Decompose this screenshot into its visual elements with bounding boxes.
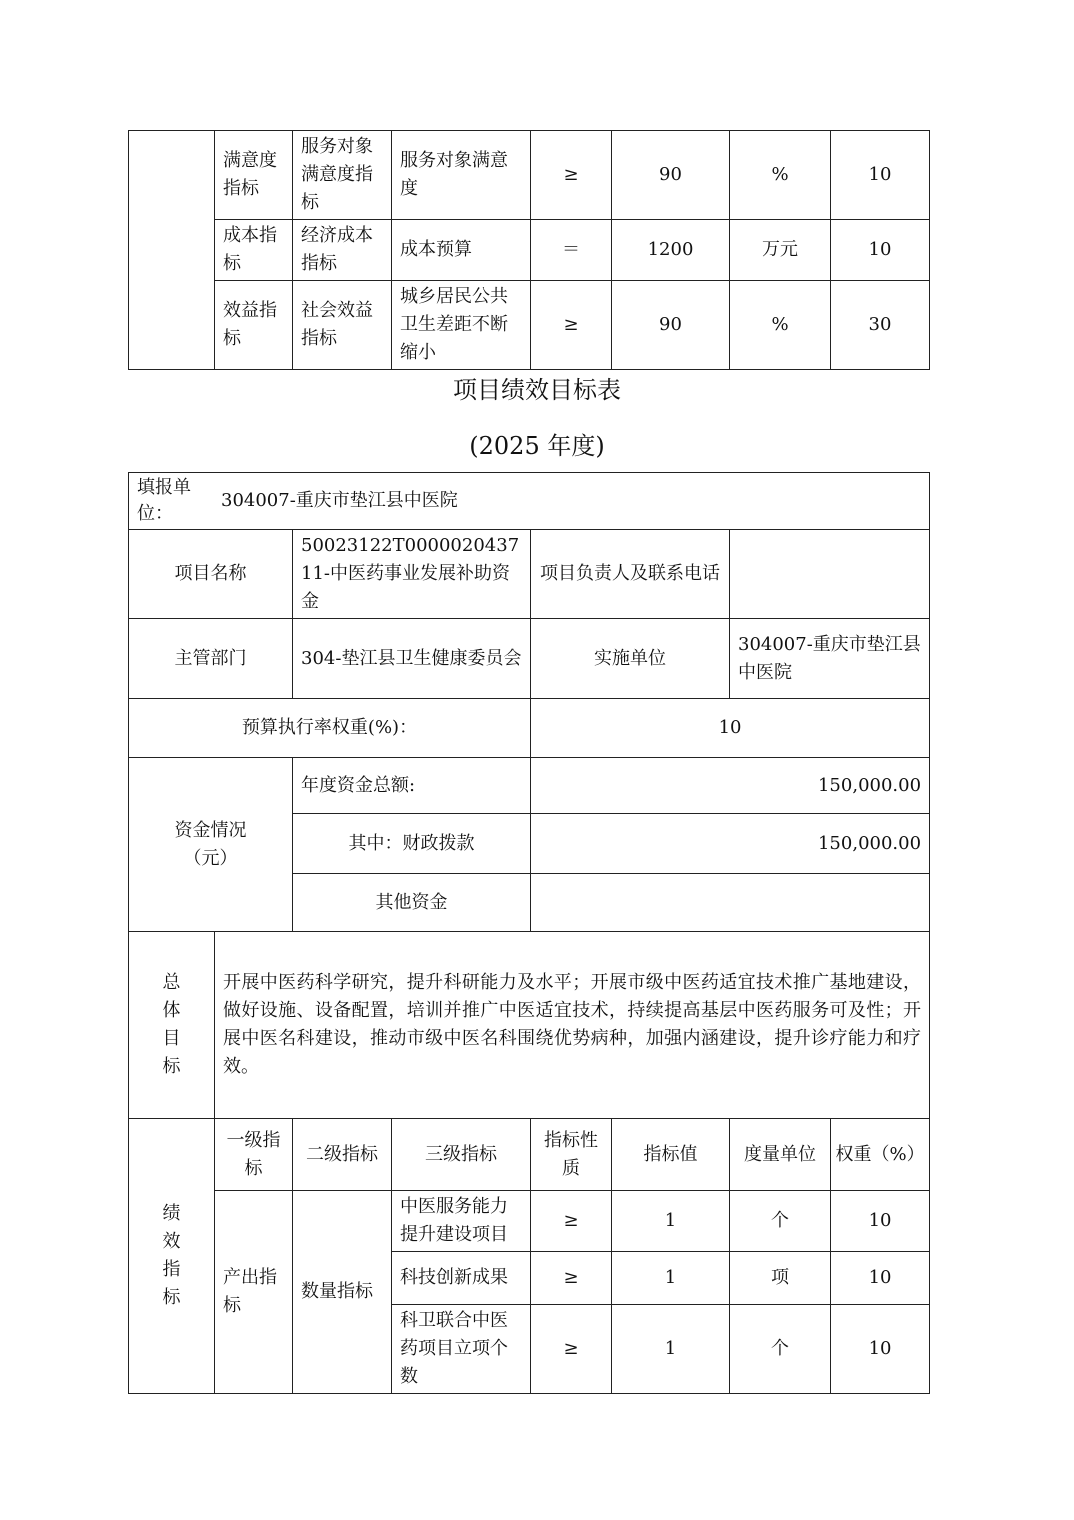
goal-text: 开展中医药科学研究，提升科研能力及水平；开展市级中医药适宜技术推广基地建设，做好设施、设备配置，培训并推广中医适宜技术，持续提高基层中医药服务可及性；开展中医名科建设，推动市级中医名科围绕优势病种，加强内涵建设，提升诊疗能力和疗效。 [215, 932, 930, 1119]
impl-value: 304007-重庆市垫江县中医院 [730, 619, 930, 699]
nature-cell: ≥ [531, 131, 612, 220]
header-level1: 一级指标 [215, 1119, 293, 1191]
level2-cell: 经济成本指标 [293, 220, 392, 281]
performance-target-table [128, 472, 930, 1394]
weight-cell: 10 [831, 1305, 930, 1394]
impl-label: 实施单位 [531, 619, 730, 699]
funds-total-label: 年度资金总额: [293, 758, 531, 814]
contact-value [730, 530, 930, 619]
header-nature: 指标性质 [531, 1119, 612, 1191]
output-level2: 数量指标 [293, 1191, 392, 1394]
continuation-table [128, 130, 930, 370]
table-row [129, 473, 930, 530]
level1-cell: 效益指标 [215, 281, 293, 370]
dept-value: 304-垫江县卫生健康委员会 [293, 619, 531, 699]
value-cell: 1200 [612, 220, 730, 281]
goal-label-text: 总体目标 [162, 972, 181, 1077]
unit-cell: 个 [730, 1305, 831, 1394]
level1-cell: 成本指标 [215, 220, 293, 281]
table-row [129, 131, 930, 220]
nature-cell: ≥ [531, 1252, 612, 1305]
table-row [129, 699, 930, 758]
table-row [129, 220, 930, 281]
filing-unit-label: 填报单位： [137, 477, 191, 524]
header-value: 指标值 [612, 1119, 730, 1191]
nature-cell: ＝ [531, 220, 612, 281]
table-row [129, 619, 930, 699]
funds-label [129, 758, 293, 932]
unit-cell: 个 [730, 1191, 831, 1252]
weight-cell: 10 [831, 1252, 930, 1305]
nature-cell: ≥ [531, 281, 612, 370]
table-row [129, 758, 930, 814]
blank-cell [129, 131, 215, 370]
filing-unit-cell [129, 473, 930, 530]
output-level1: 产出指标 [215, 1191, 293, 1394]
table-row [129, 1119, 930, 1191]
goal-label [129, 932, 215, 1119]
header-weight: 权重（%） [831, 1119, 930, 1191]
level2-cell: 服务对象满意度指标 [293, 131, 392, 220]
contact-label: 项目负责人及联系电话 [531, 530, 730, 619]
value-cell: 90 [612, 131, 730, 220]
value-cell: 90 [612, 281, 730, 370]
funds-other-label: 其他资金 [293, 874, 531, 932]
page-title: 项目绩效目标表 [453, 376, 621, 404]
budget-rate-value: 10 [531, 699, 930, 758]
unit-cell: 项 [730, 1252, 831, 1305]
level3-cell: 科技创新成果 [392, 1252, 531, 1305]
header-level3: 三级指标 [392, 1119, 531, 1191]
level1-cell: 满意度指标 [215, 131, 293, 220]
header-level2: 二级指标 [293, 1119, 392, 1191]
dept-label: 主管部门 [129, 619, 293, 699]
filing-unit-value: 304007-重庆市垫江县中医院 [221, 490, 458, 511]
funds-other-value [531, 874, 930, 932]
nature-cell: ≥ [531, 1191, 612, 1252]
weight-cell: 10 [831, 220, 930, 281]
header-unit: 度量单位 [730, 1119, 831, 1191]
table-row [129, 1191, 930, 1252]
unit-cell: % [730, 281, 831, 370]
funds-fiscal-value: 150,000.00 [531, 814, 930, 874]
level3-cell: 科卫联合中医药项目立项个数 [392, 1305, 531, 1394]
table-row [129, 932, 930, 1119]
weight-cell: 10 [831, 131, 930, 220]
funds-total-value: 150,000.00 [531, 758, 930, 814]
value-cell: 1 [612, 1305, 730, 1394]
table-row [129, 281, 930, 370]
funds-fiscal-label: 其中：财政拨款 [293, 814, 531, 874]
budget-rate-label: 预算执行率权重(%)： [129, 699, 531, 758]
weight-cell: 30 [831, 281, 930, 370]
value-cell: 1 [612, 1252, 730, 1305]
perf-label-text: 绩效指标 [162, 1203, 181, 1308]
level3-cell: 成本预算 [392, 220, 531, 281]
value-cell: 1 [612, 1191, 730, 1252]
perf-label [129, 1119, 215, 1394]
project-name-value: 50023122T000002043711-中医药事业发展补助资金 [293, 530, 531, 619]
unit-cell: % [730, 131, 831, 220]
nature-cell: ≥ [531, 1305, 612, 1394]
table-row [129, 530, 930, 619]
project-name-label: 项目名称 [129, 530, 293, 619]
level3-cell: 城乡居民公共卫生差距不断缩小 [392, 281, 531, 370]
funds-label-text: 资金情况（元） [174, 819, 247, 869]
level2-cell: 社会效益指标 [293, 281, 392, 370]
page-subtitle: (2025 年度) [469, 432, 605, 460]
level3-cell: 中医服务能力提升建设项目 [392, 1191, 531, 1252]
unit-cell: 万元 [730, 220, 831, 281]
level3-cell: 服务对象满意度 [392, 131, 531, 220]
weight-cell: 10 [831, 1191, 930, 1252]
